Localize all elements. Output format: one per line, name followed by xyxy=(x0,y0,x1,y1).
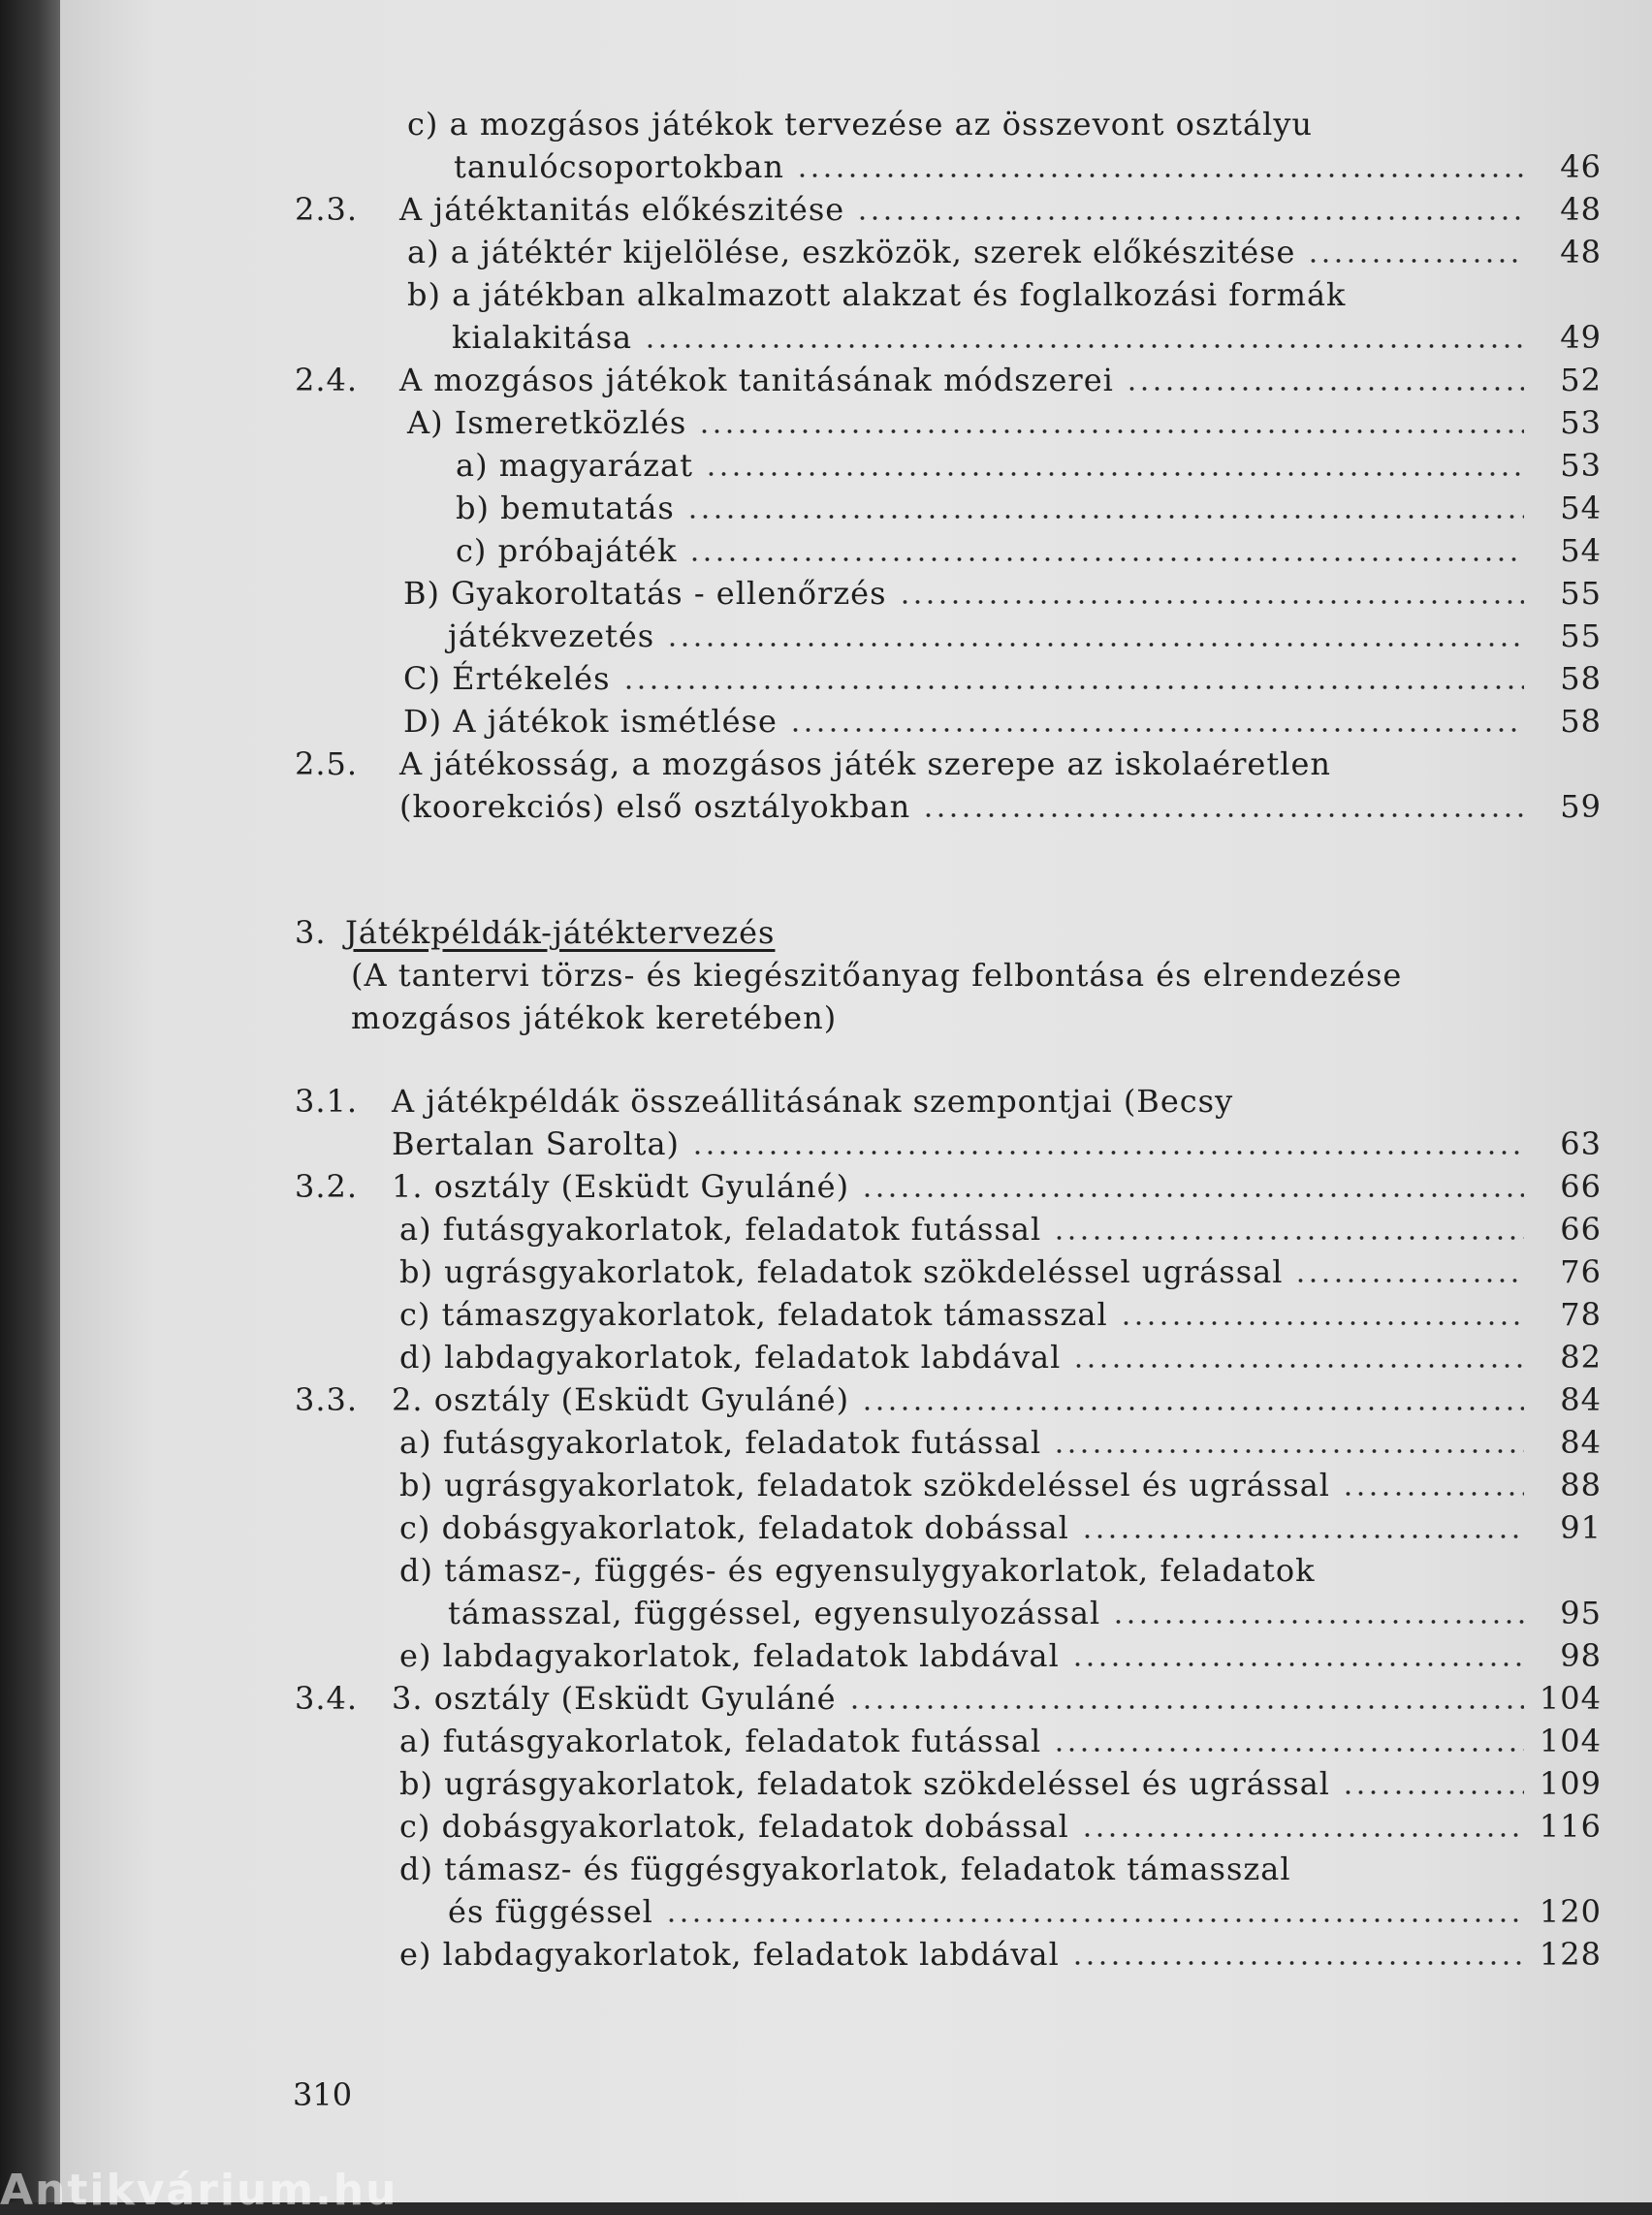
dot-leader xyxy=(1342,1789,1524,1795)
toc-entry xyxy=(0,145,1652,188)
toc-entry xyxy=(0,1080,1652,1123)
section-number: 3.1. xyxy=(295,1083,359,1120)
section-number: 2.4. xyxy=(295,362,359,398)
entry-page-number: 84 xyxy=(1560,1381,1602,1418)
entry-title: (koorekciós) első osztályokban xyxy=(399,788,911,825)
entry-title: 3. osztály (Esküdt Gyuláné xyxy=(392,1680,837,1717)
entry-title: a) futásgyakorlatok, feladatok futással xyxy=(399,1424,1042,1461)
entry-title: e) labdagyakorlatok, feladatok labdával xyxy=(399,1637,1060,1674)
entry-title: d) labdagyakorlatok, feladatok labdával xyxy=(399,1339,1062,1376)
entry-title: Bertalan Sarolta) xyxy=(392,1125,680,1162)
entry-title: A mozgásos játékok tanitásának módszerei xyxy=(399,362,1114,398)
toc-entry xyxy=(0,1208,1652,1250)
dot-leader xyxy=(848,1704,1524,1710)
section-number: 2.5. xyxy=(295,745,359,782)
toc-entry xyxy=(0,1592,1652,1634)
toc-entry xyxy=(0,1634,1652,1677)
dot-leader xyxy=(922,812,1524,818)
entry-title: b) a játékban alkalmazott alakzat és foglalkozási formák xyxy=(407,276,1347,313)
toc-entry xyxy=(0,1890,1652,1933)
entry-page-number: 66 xyxy=(1560,1168,1602,1205)
entry-page-number: 95 xyxy=(1560,1595,1602,1631)
entry-title: C) Értékelés xyxy=(403,660,611,697)
section-number: 3.4. xyxy=(295,1680,359,1717)
entry-title: b) ugrásgyakorlatok, feladatok szökdeléssel ugrással xyxy=(399,1253,1284,1290)
dot-leader xyxy=(1081,1534,1524,1539)
toc-entry xyxy=(0,444,1652,487)
toc-entry xyxy=(0,1805,1652,1848)
toc-entry xyxy=(0,487,1652,529)
entry-page-number: 128 xyxy=(1539,1936,1602,1973)
entry-page-number: 66 xyxy=(1560,1211,1602,1248)
entry-title: c) támaszgyakorlatok, feladatok támasszal xyxy=(399,1296,1108,1333)
toc-entry xyxy=(0,1421,1652,1464)
toc-entry xyxy=(0,1762,1652,1805)
dot-leader xyxy=(1342,1491,1524,1497)
entry-page-number: 48 xyxy=(1560,234,1602,270)
toc-entry xyxy=(0,1848,1652,1890)
entry-title: A játéktanitás előkészitése xyxy=(399,191,845,228)
dot-leader xyxy=(665,1917,1524,1923)
entry-title: A) Ismeretközlés xyxy=(407,404,687,441)
entry-page-number: 88 xyxy=(1560,1467,1602,1503)
entry-page-number: 54 xyxy=(1560,532,1602,569)
toc-entry xyxy=(0,615,1652,657)
dot-leader xyxy=(1307,258,1524,264)
entry-title: tanulócsoportokban xyxy=(454,148,784,185)
section-number: 2.3. xyxy=(295,191,359,228)
toc-entry xyxy=(0,1293,1652,1336)
toc-entry xyxy=(0,273,1652,316)
toc-entry xyxy=(0,188,1652,231)
entry-title: mozgásos játékok keretében) xyxy=(351,999,838,1036)
entry-page-number: 82 xyxy=(1560,1339,1602,1376)
entry-page-number: 58 xyxy=(1560,660,1602,697)
entry-page-number: 48 xyxy=(1560,191,1602,228)
dot-leader xyxy=(1120,1320,1524,1326)
entry-page-number: 59 xyxy=(1560,788,1602,825)
entry-title: a) futásgyakorlatok, feladatok futással xyxy=(399,1723,1042,1759)
toc-entry xyxy=(0,657,1652,700)
entry-page-number: 84 xyxy=(1560,1424,1602,1461)
entry-page-number: 109 xyxy=(1539,1765,1602,1802)
dot-leader xyxy=(698,428,1524,434)
entry-title: A játékosság, a mozgásos játék szerepe az iskolaéretlen xyxy=(399,745,1331,782)
dot-leader xyxy=(691,1150,1524,1155)
entry-title: c) a mozgásos játékok tervezése az összevont osztályu xyxy=(407,106,1313,142)
entry-title: játékvezetés xyxy=(448,617,655,654)
entry-page-number: 53 xyxy=(1560,447,1602,484)
entry-title: b) ugrásgyakorlatok, feladatok szökdeléssel és ugrással xyxy=(399,1467,1331,1503)
entry-title: 2. osztály (Esküdt Gyuláné) xyxy=(392,1381,850,1418)
toc-entry xyxy=(0,316,1652,359)
toc-entry xyxy=(0,1677,1652,1720)
entry-page-number: 104 xyxy=(1539,1680,1602,1717)
entry-title: b) ugrásgyakorlatok, feladatok szökdeléssel és ugrással xyxy=(399,1765,1331,1802)
dot-leader xyxy=(789,727,1524,733)
entry-title: c) próbajáték xyxy=(456,532,678,569)
toc-entry xyxy=(0,954,1652,997)
entry-page-number: 76 xyxy=(1560,1253,1602,1290)
entry-page-number: 91 xyxy=(1560,1509,1602,1546)
toc-entry xyxy=(0,572,1652,615)
watermark: Antikvárium.hu xyxy=(0,2166,398,2215)
dot-leader xyxy=(1072,1363,1524,1369)
entry-title: D) A játékok ismétlése xyxy=(403,703,778,740)
entry-page-number: 54 xyxy=(1560,490,1602,526)
toc-entry xyxy=(0,1250,1652,1293)
section-number: 3. xyxy=(295,914,327,951)
dot-leader xyxy=(899,599,1524,605)
toc-entry xyxy=(0,911,1652,954)
chapter-heading: Játékpéldák-játéktervezés xyxy=(345,914,776,951)
section-number: 3.2. xyxy=(295,1168,359,1205)
entry-page-number: 63 xyxy=(1560,1125,1602,1162)
entry-page-number: 116 xyxy=(1539,1808,1602,1845)
toc-entry xyxy=(0,997,1652,1039)
dot-leader xyxy=(1294,1278,1524,1283)
dot-leader xyxy=(644,343,1524,349)
dot-leader xyxy=(622,684,1524,690)
entry-title: kialakitása xyxy=(452,319,633,356)
entry-title: és függéssel xyxy=(448,1893,653,1930)
dot-leader xyxy=(856,215,1524,221)
dot-leader xyxy=(1053,1747,1524,1753)
dot-leader xyxy=(688,556,1524,562)
dot-leader xyxy=(1053,1235,1524,1241)
entry-title: c) dobásgyakorlatok, feladatok dobással xyxy=(399,1808,1069,1845)
toc-entry xyxy=(0,1378,1652,1421)
toc-entry xyxy=(0,1165,1652,1208)
entry-title: A játékpéldák összeállitásának szempontjai (Becsy xyxy=(392,1083,1234,1120)
entry-page-number: 55 xyxy=(1560,575,1602,612)
dot-leader xyxy=(1071,1960,1524,1966)
toc-entry xyxy=(0,1336,1652,1378)
toc-entry xyxy=(0,1549,1652,1592)
entry-title: d) támasz-, függés- és egyensulygyakorlatok, feladatok xyxy=(399,1552,1316,1589)
entry-title: támasszal, függéssel, egyensulyozással xyxy=(448,1595,1101,1631)
dot-leader xyxy=(1126,386,1524,392)
toc-entry xyxy=(0,785,1652,828)
entry-page-number: 52 xyxy=(1560,362,1602,398)
entry-page-number: 104 xyxy=(1539,1723,1602,1759)
dot-leader xyxy=(861,1406,1524,1411)
toc-entry xyxy=(0,1506,1652,1549)
entry-title: b) bemutatás xyxy=(456,490,675,526)
entry-page-number: 46 xyxy=(1560,148,1602,185)
entry-page-number: 58 xyxy=(1560,703,1602,740)
dot-leader xyxy=(1053,1448,1524,1454)
toc-entry xyxy=(0,1464,1652,1506)
dot-leader xyxy=(1071,1661,1524,1667)
entry-title: c) dobásgyakorlatok, feladatok dobással xyxy=(399,1509,1069,1546)
dot-leader xyxy=(705,471,1524,477)
dot-leader xyxy=(686,514,1524,520)
entry-title: e) labdagyakorlatok, feladatok labdával xyxy=(399,1936,1060,1973)
toc-entry xyxy=(0,1123,1652,1165)
toc-entry xyxy=(0,103,1652,145)
toc-entry xyxy=(0,401,1652,444)
entry-title: 1. osztály (Esküdt Gyuláné) xyxy=(392,1168,850,1205)
entry-page-number: 53 xyxy=(1560,404,1602,441)
toc-entry xyxy=(0,700,1652,743)
dot-leader xyxy=(666,642,1524,648)
toc-entry xyxy=(0,529,1652,572)
entry-page-number: 49 xyxy=(1560,319,1602,356)
entry-page-number: 78 xyxy=(1560,1296,1602,1333)
toc-entry xyxy=(0,1933,1652,1976)
entry-title: B) Gyakoroltatás - ellenőrzés xyxy=(403,575,887,612)
dot-leader xyxy=(1112,1619,1524,1625)
dot-leader xyxy=(861,1192,1524,1198)
toc-entry xyxy=(0,1720,1652,1762)
entry-title: a) magyarázat xyxy=(456,447,693,484)
entry-page-number: 98 xyxy=(1560,1637,1602,1674)
entry-title: a) a játéktér kijelölése, eszközök, szerek előkészitése xyxy=(407,234,1296,270)
section-number: 3.3. xyxy=(295,1381,359,1418)
page-number: 310 xyxy=(293,2076,353,2113)
toc-entry xyxy=(0,743,1652,785)
dot-leader xyxy=(796,173,1524,178)
toc-entry xyxy=(0,359,1652,401)
entry-title: (A tantervi törzs- és kiegészitőanyag felbontása és elrendezése xyxy=(351,957,1403,994)
entry-page-number: 55 xyxy=(1560,617,1602,654)
toc-entry xyxy=(0,231,1652,273)
entry-title: a) futásgyakorlatok, feladatok futással xyxy=(399,1211,1042,1248)
entry-page-number: 120 xyxy=(1539,1893,1602,1930)
entry-title: d) támasz- és függésgyakorlatok, feladatok támasszal xyxy=(399,1851,1291,1887)
dot-leader xyxy=(1081,1832,1524,1838)
